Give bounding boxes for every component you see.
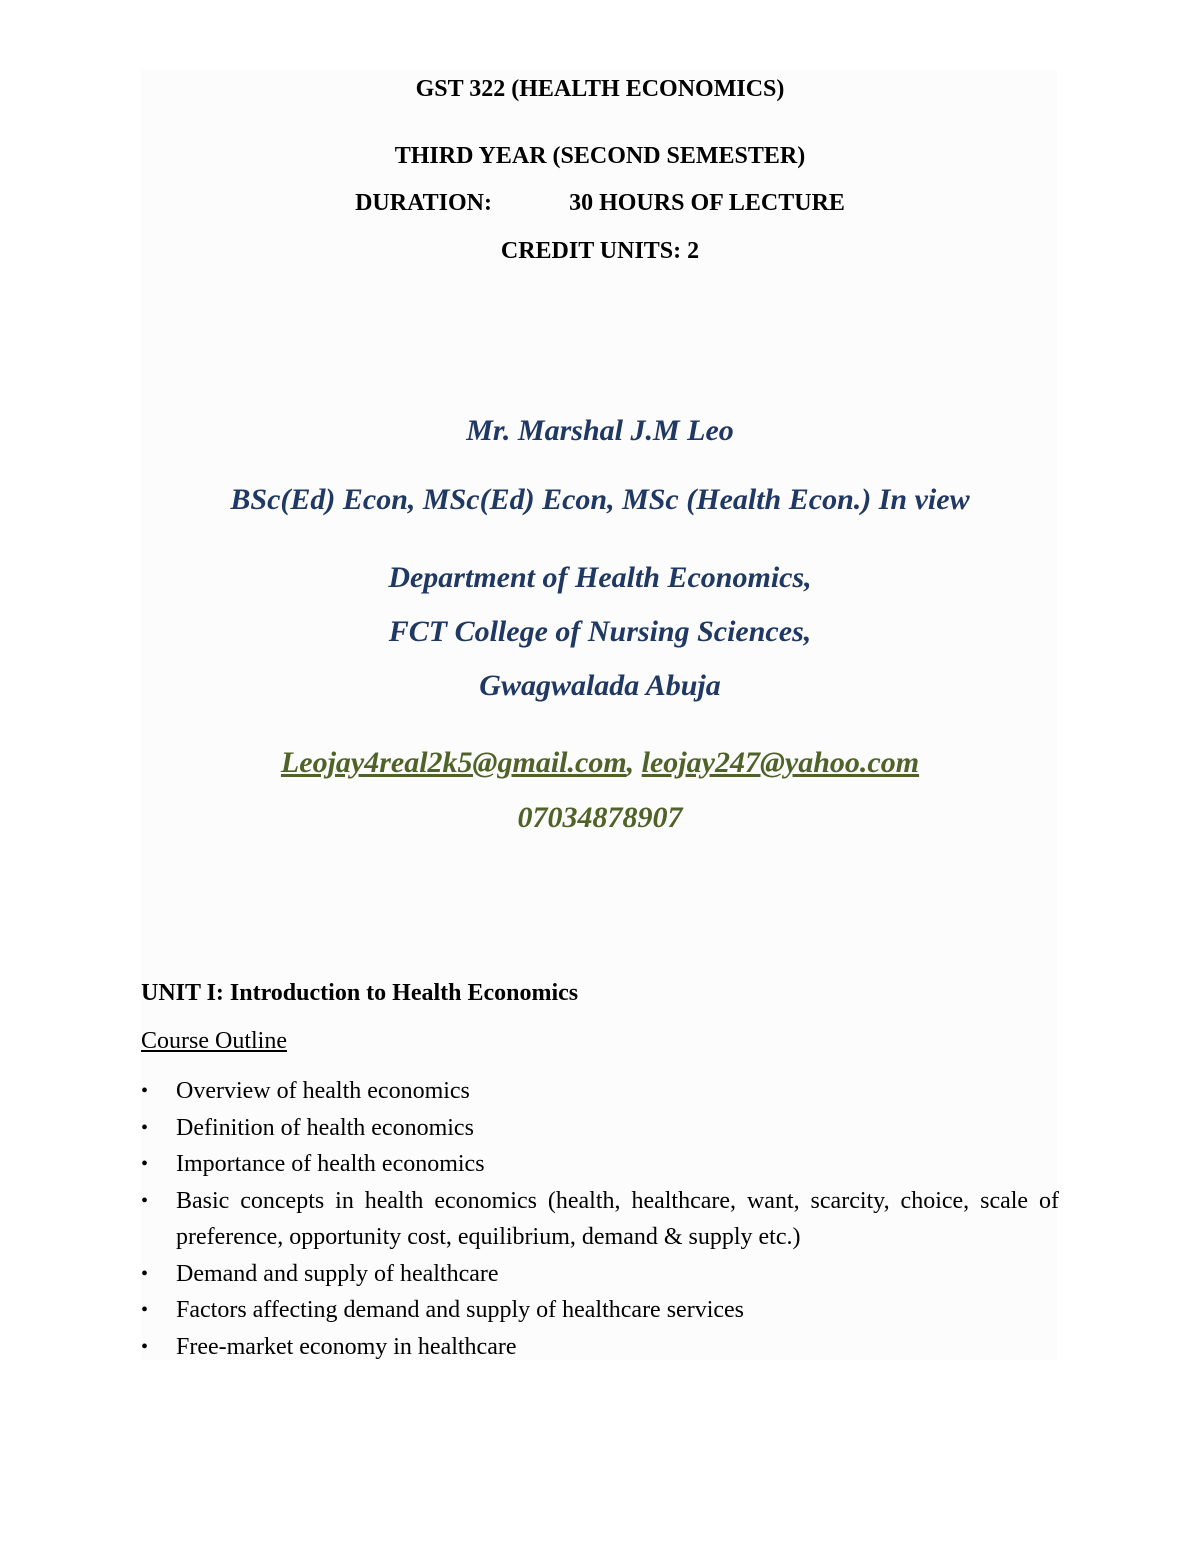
list-item: • Factors affecting demand and supply of healthcare services <box>141 1292 1059 1329</box>
author-name: Mr. Marshal J.M Leo <box>466 414 734 447</box>
bullet-icon: • <box>141 1335 149 1358</box>
email-link-gmail[interactable]: Leojay4real2k5@gmail.com <box>280 746 627 779</box>
bullet-icon: • <box>141 1189 149 1212</box>
course-title: GST 322 (HEALTH ECONOMICS) <box>415 76 785 102</box>
list-item: • Demand and supply of healthcare <box>141 1256 1059 1293</box>
list-item: • Basic concepts in health economics (health, healthcare, want, scarcity, choice, scale of preference, opportunity cost, equilibrium, demand & supply etc.) <box>141 1183 1059 1256</box>
bullet-icon: • <box>141 1116 149 1139</box>
duration-line <box>0 188 1200 218</box>
credit-units: CREDIT UNITS: 2 <box>500 238 700 264</box>
email-link-yahoo[interactable]: leojay247@yahoo.com <box>641 746 920 779</box>
phone-number: 07034878907 <box>517 801 683 834</box>
list-item: • Free-market economy in healthcare <box>141 1329 1059 1366</box>
unit-title: UNIT I: Introduction to Health Economics <box>141 980 579 1006</box>
list-item: • Importance of health economics <box>141 1146 1059 1183</box>
bullet-icon: • <box>141 1262 149 1285</box>
list-item: • Overview of health economics <box>141 1073 1059 1110</box>
bullet-icon: • <box>141 1080 149 1102</box>
author-qualifications: BSc(Ed) Econ, MSc(Ed) Econ, MSc (Health Econ.) In view <box>230 483 970 516</box>
bullet-icon: • <box>141 1299 149 1321</box>
email-separator: , <box>626 746 642 779</box>
duration-label: DURATION: <box>355 190 492 216</box>
email-line <box>0 745 1200 781</box>
year-semester: THIRD YEAR (SECOND SEMESTER) <box>394 143 806 169</box>
author-location: Gwagwalada Abuja <box>479 669 721 702</box>
course-outline-list <box>141 1073 1059 1365</box>
duration-value: 30 HOURS OF LECTURE <box>569 190 845 216</box>
list-item: • Definition of health economics <box>141 1110 1059 1147</box>
bullet-icon: • <box>141 1153 149 1175</box>
course-outline-heading: Course Outline <box>141 1028 287 1054</box>
author-college: FCT College of Nursing Sciences, <box>388 615 812 648</box>
author-department: Department of Health Economics, <box>388 561 812 594</box>
